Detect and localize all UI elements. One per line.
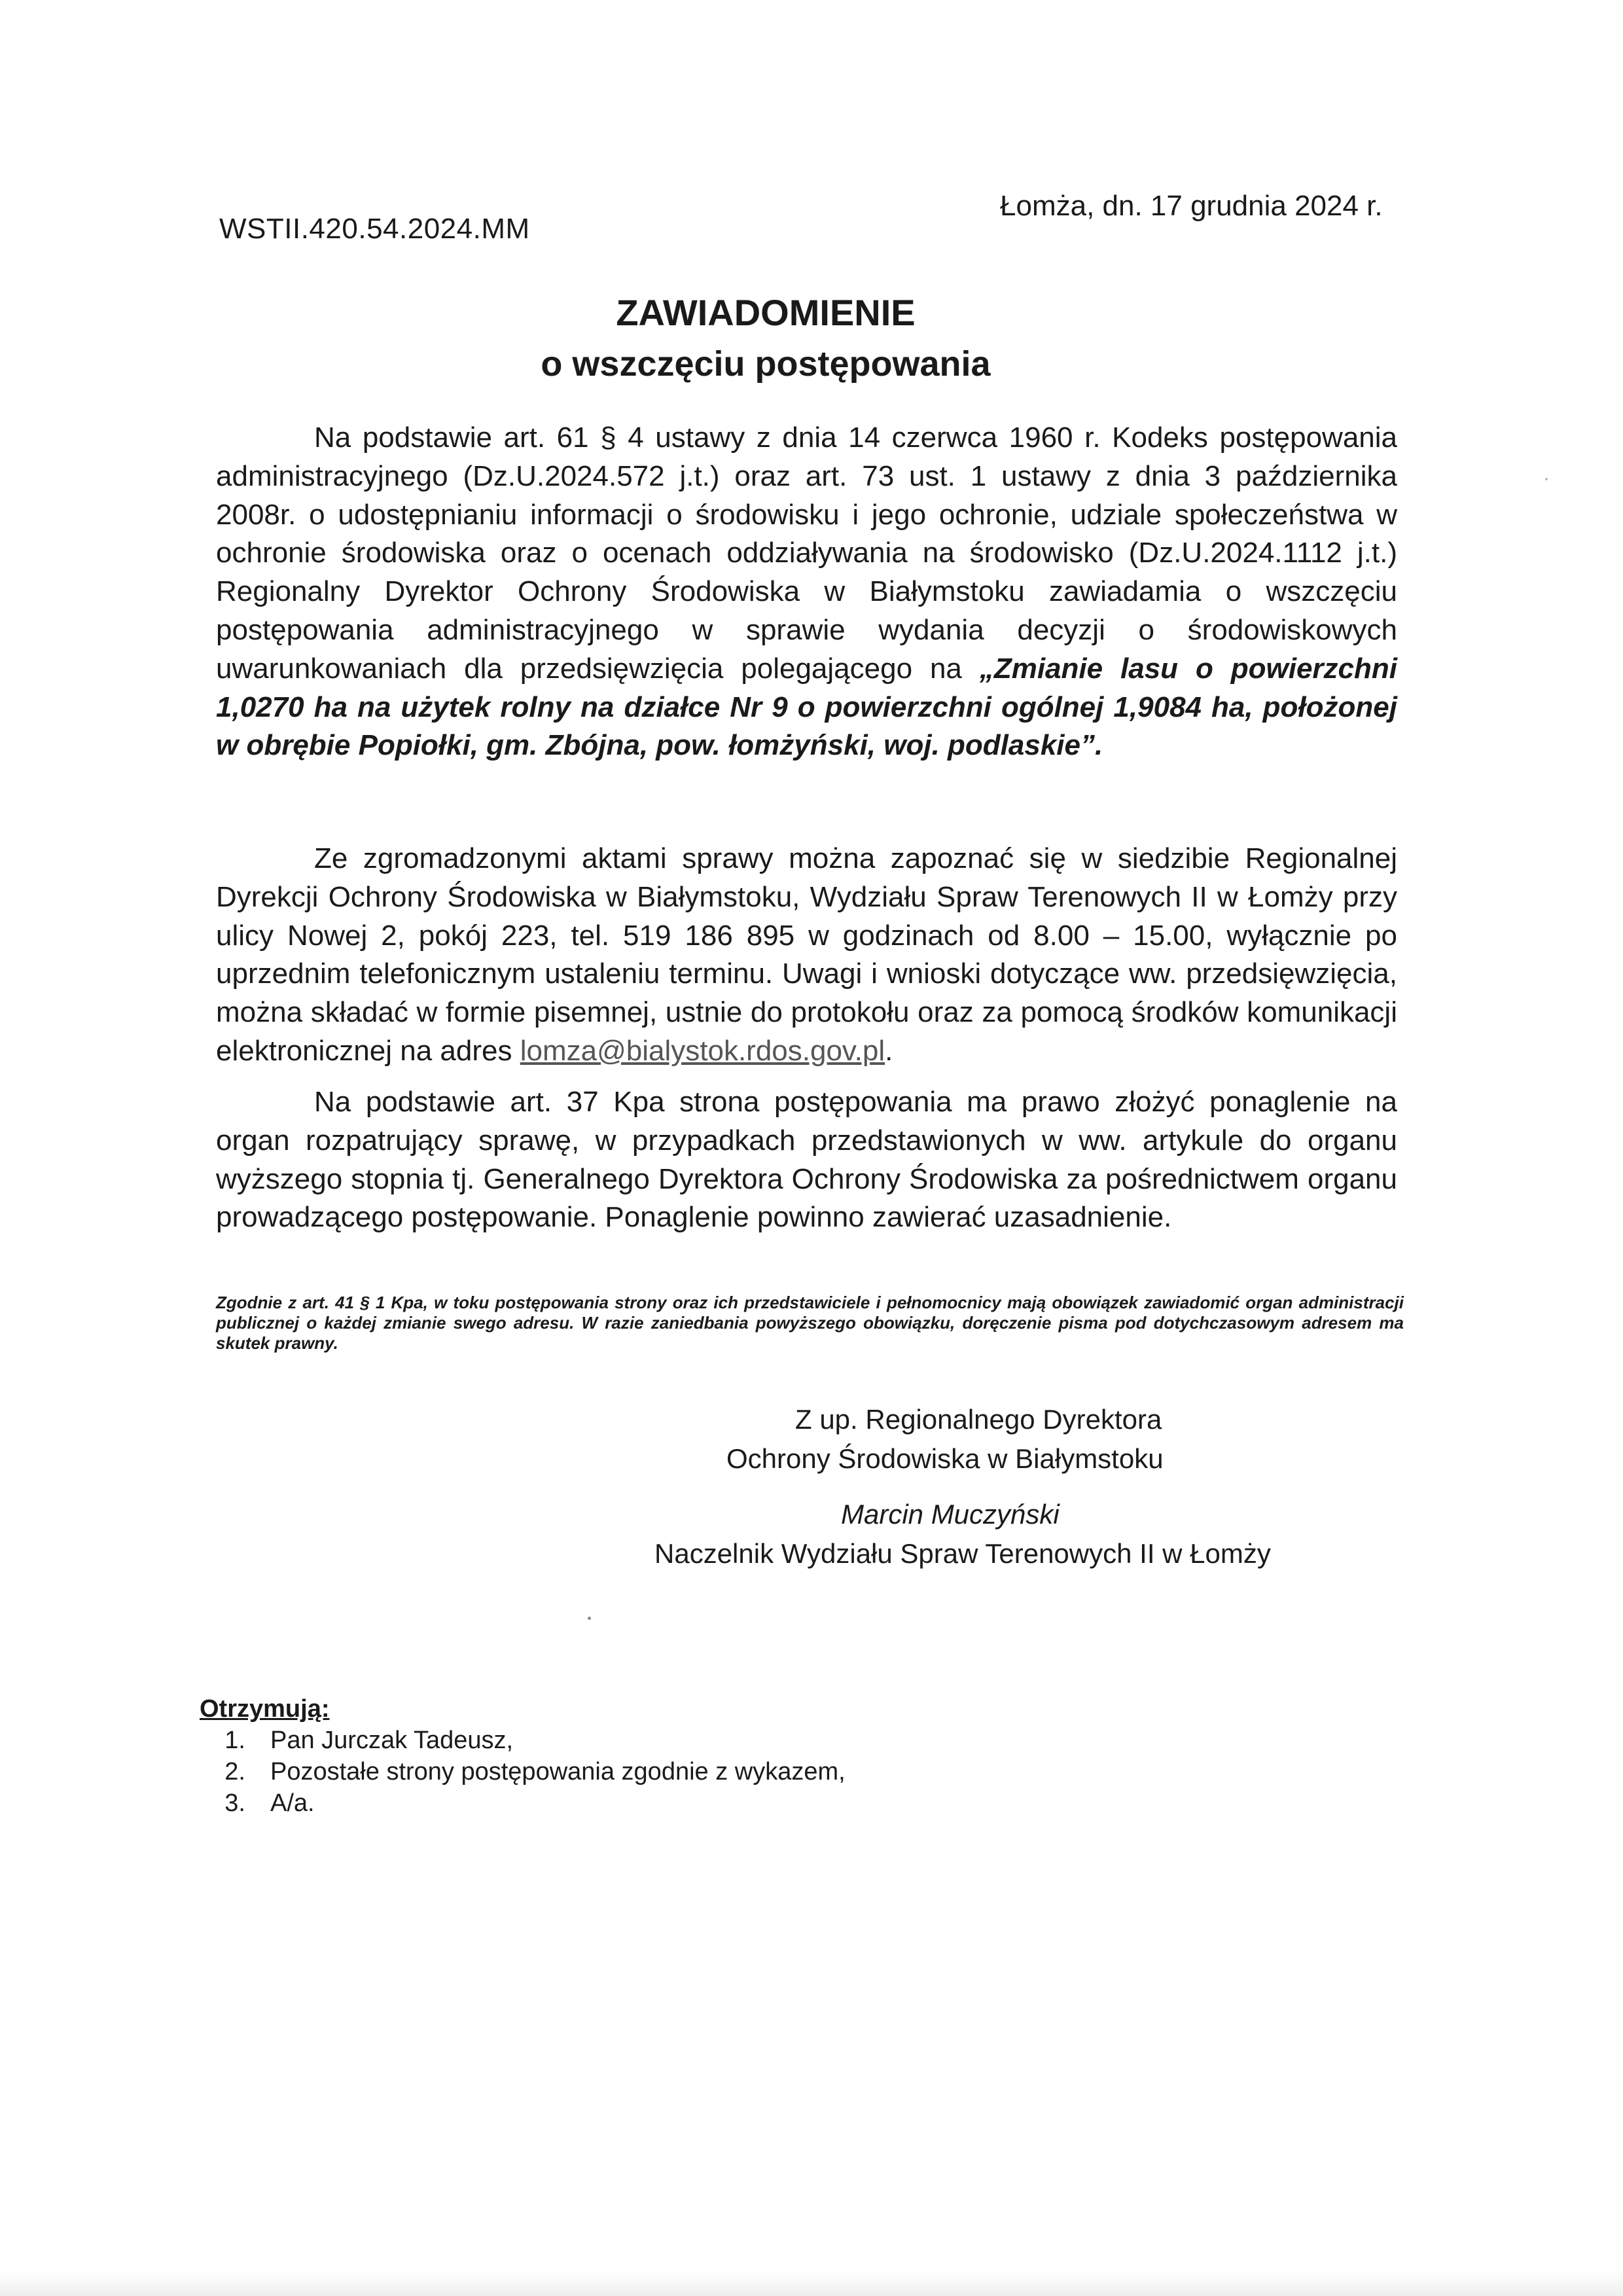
document-title: ZAWIADOMIENIE (616, 292, 916, 333)
signatory-position-text: Naczelnik Wydziału Spraw Terenowych II w Łomży (654, 1538, 1271, 1569)
scan-speck-edge (1545, 478, 1548, 480)
email-link[interactable]: lomza@bialystok.rdos.gov.pl (520, 1034, 885, 1067)
list-item-number: 1. (224, 1727, 245, 1754)
paragraph-reminder-right (216, 1083, 1397, 1237)
scan-bottom-shadow (0, 2271, 1623, 2296)
recipients-section (200, 1695, 846, 1819)
list-item-number: 2. (224, 1758, 245, 1785)
paragraph-legal-basis (216, 419, 1397, 765)
list-item-text: Pan Jurczak Tadeusz, (270, 1727, 514, 1754)
signature-authority-line2 (726, 1443, 1237, 1475)
signature-authority-line2-text: Ochrony Środowiska w Białymstoku (726, 1443, 1164, 1474)
project-description: „Zmianie lasu o powierzchni 1,0270 ha na użytek rolny na działce Nr 9 o powierzchni ogólnej 1,9084 ha, położonej w obrębie Popiołki, gm. Zbójna, pow. łomżyński, woj. podlaskie”. (216, 652, 1397, 762)
recipients-heading: Otrzymują: (200, 1695, 330, 1723)
address-change-notice: Zgodnie z art. 41 § 1 Kpa, w toku postępowania strony oraz ich przedstawiciele i pełnomocnicy mają obowiązek zawiadomić organ administracji publicznej o każdej zmianie swego adresu. W razie zaniedbania powyższego obowiązku, doręczenie pisma pod dotychczasowym adresem ma skutek prawny. (216, 1293, 1404, 1353)
signatory-name-text: Marcin Muczyński (841, 1499, 1060, 1530)
list-item (200, 1725, 846, 1756)
list-item-text: A/a. (270, 1789, 315, 1817)
paragraph-case-files (216, 840, 1397, 1071)
document-subtitle: o wszczęciu postępowania (541, 344, 991, 384)
paragraph-case-files-text: Ze zgromadzonymi aktami sprawy można zapoznać się w siedzibie Regionalnej Dyrekcji Ochrony Środowiska w Białymstoku, Wydziału Spraw Terenowych II w Łomży przy ulicy Nowej 2, pokój 223, tel. 519 186 895 w godzinach od 8.00 – 15.00, wyłącznie po uprzednim telefonicznym ustaleniu terminu. Uwagi i wnioski dotyczące ww. przedsięwzięcia, można składać w formie pisemnej, ustnie do protokołu oraz za pomocą środków komunikacji elektronicznej na adres (216, 842, 1397, 1067)
list-item (200, 1756, 846, 1787)
scan-speck (588, 1617, 591, 1620)
case-reference: WSTII.420.54.2024.MM (219, 213, 530, 245)
signatory-position (654, 1538, 1348, 1570)
place-and-date: Łomża, dn. 17 grudnia 2024 r. (1000, 190, 1383, 222)
paragraph-reminder-right-text: Na podstawie art. 37 Kpa strona postępowania ma prawo złożyć ponaglenie na organ rozpatrujący sprawę, w przypadkach przedstawionych w ww. artykule do organu wyższego stopnia tj. Generalnego Dyrektora Ochrony Środowiska za pośrednictwem organu prowadzącego postępowanie. Ponaglenie powinno zawierać uzasadnienie. (216, 1086, 1397, 1234)
signature-authority-line1 (795, 1404, 1162, 1435)
list-item-text: Pozostałe strony postępowania zgodnie z wykazem, (270, 1758, 846, 1785)
paragraph-case-files-end: . (885, 1034, 893, 1067)
signature-authority-line1-text: Z up. Regionalnego Dyrektora (795, 1404, 1162, 1435)
list-item (200, 1787, 846, 1819)
signatory-name (841, 1499, 1129, 1530)
recipients-list (200, 1725, 846, 1819)
list-item-number: 3. (224, 1789, 245, 1817)
paragraph-legal-basis-text: Na podstawie art. 61 § 4 ustawy z dnia 14 czerwca 1960 r. Kodeks postępowania administracyjnego (Dz.U.2024.572 j.t.) oraz art. 73 ust. 1 ustawy z dnia 3 października 2008r. o udostępnianiu informacji o środowisku i jego ochronie, udziale społeczeństwa w ochronie środowiska oraz o ocenach oddziaływania na środowisko (Dz.U.2024.1112 j.t.) Regionalny Dyrektor Ochrony Środowiska w Białymstoku zawiadamia o wszczęciu postępowania administracyjnego w sprawie wydania decyzji o środowiskowych uwarunkowaniach dla przedsięwzięcia polegającego na (216, 422, 1397, 685)
